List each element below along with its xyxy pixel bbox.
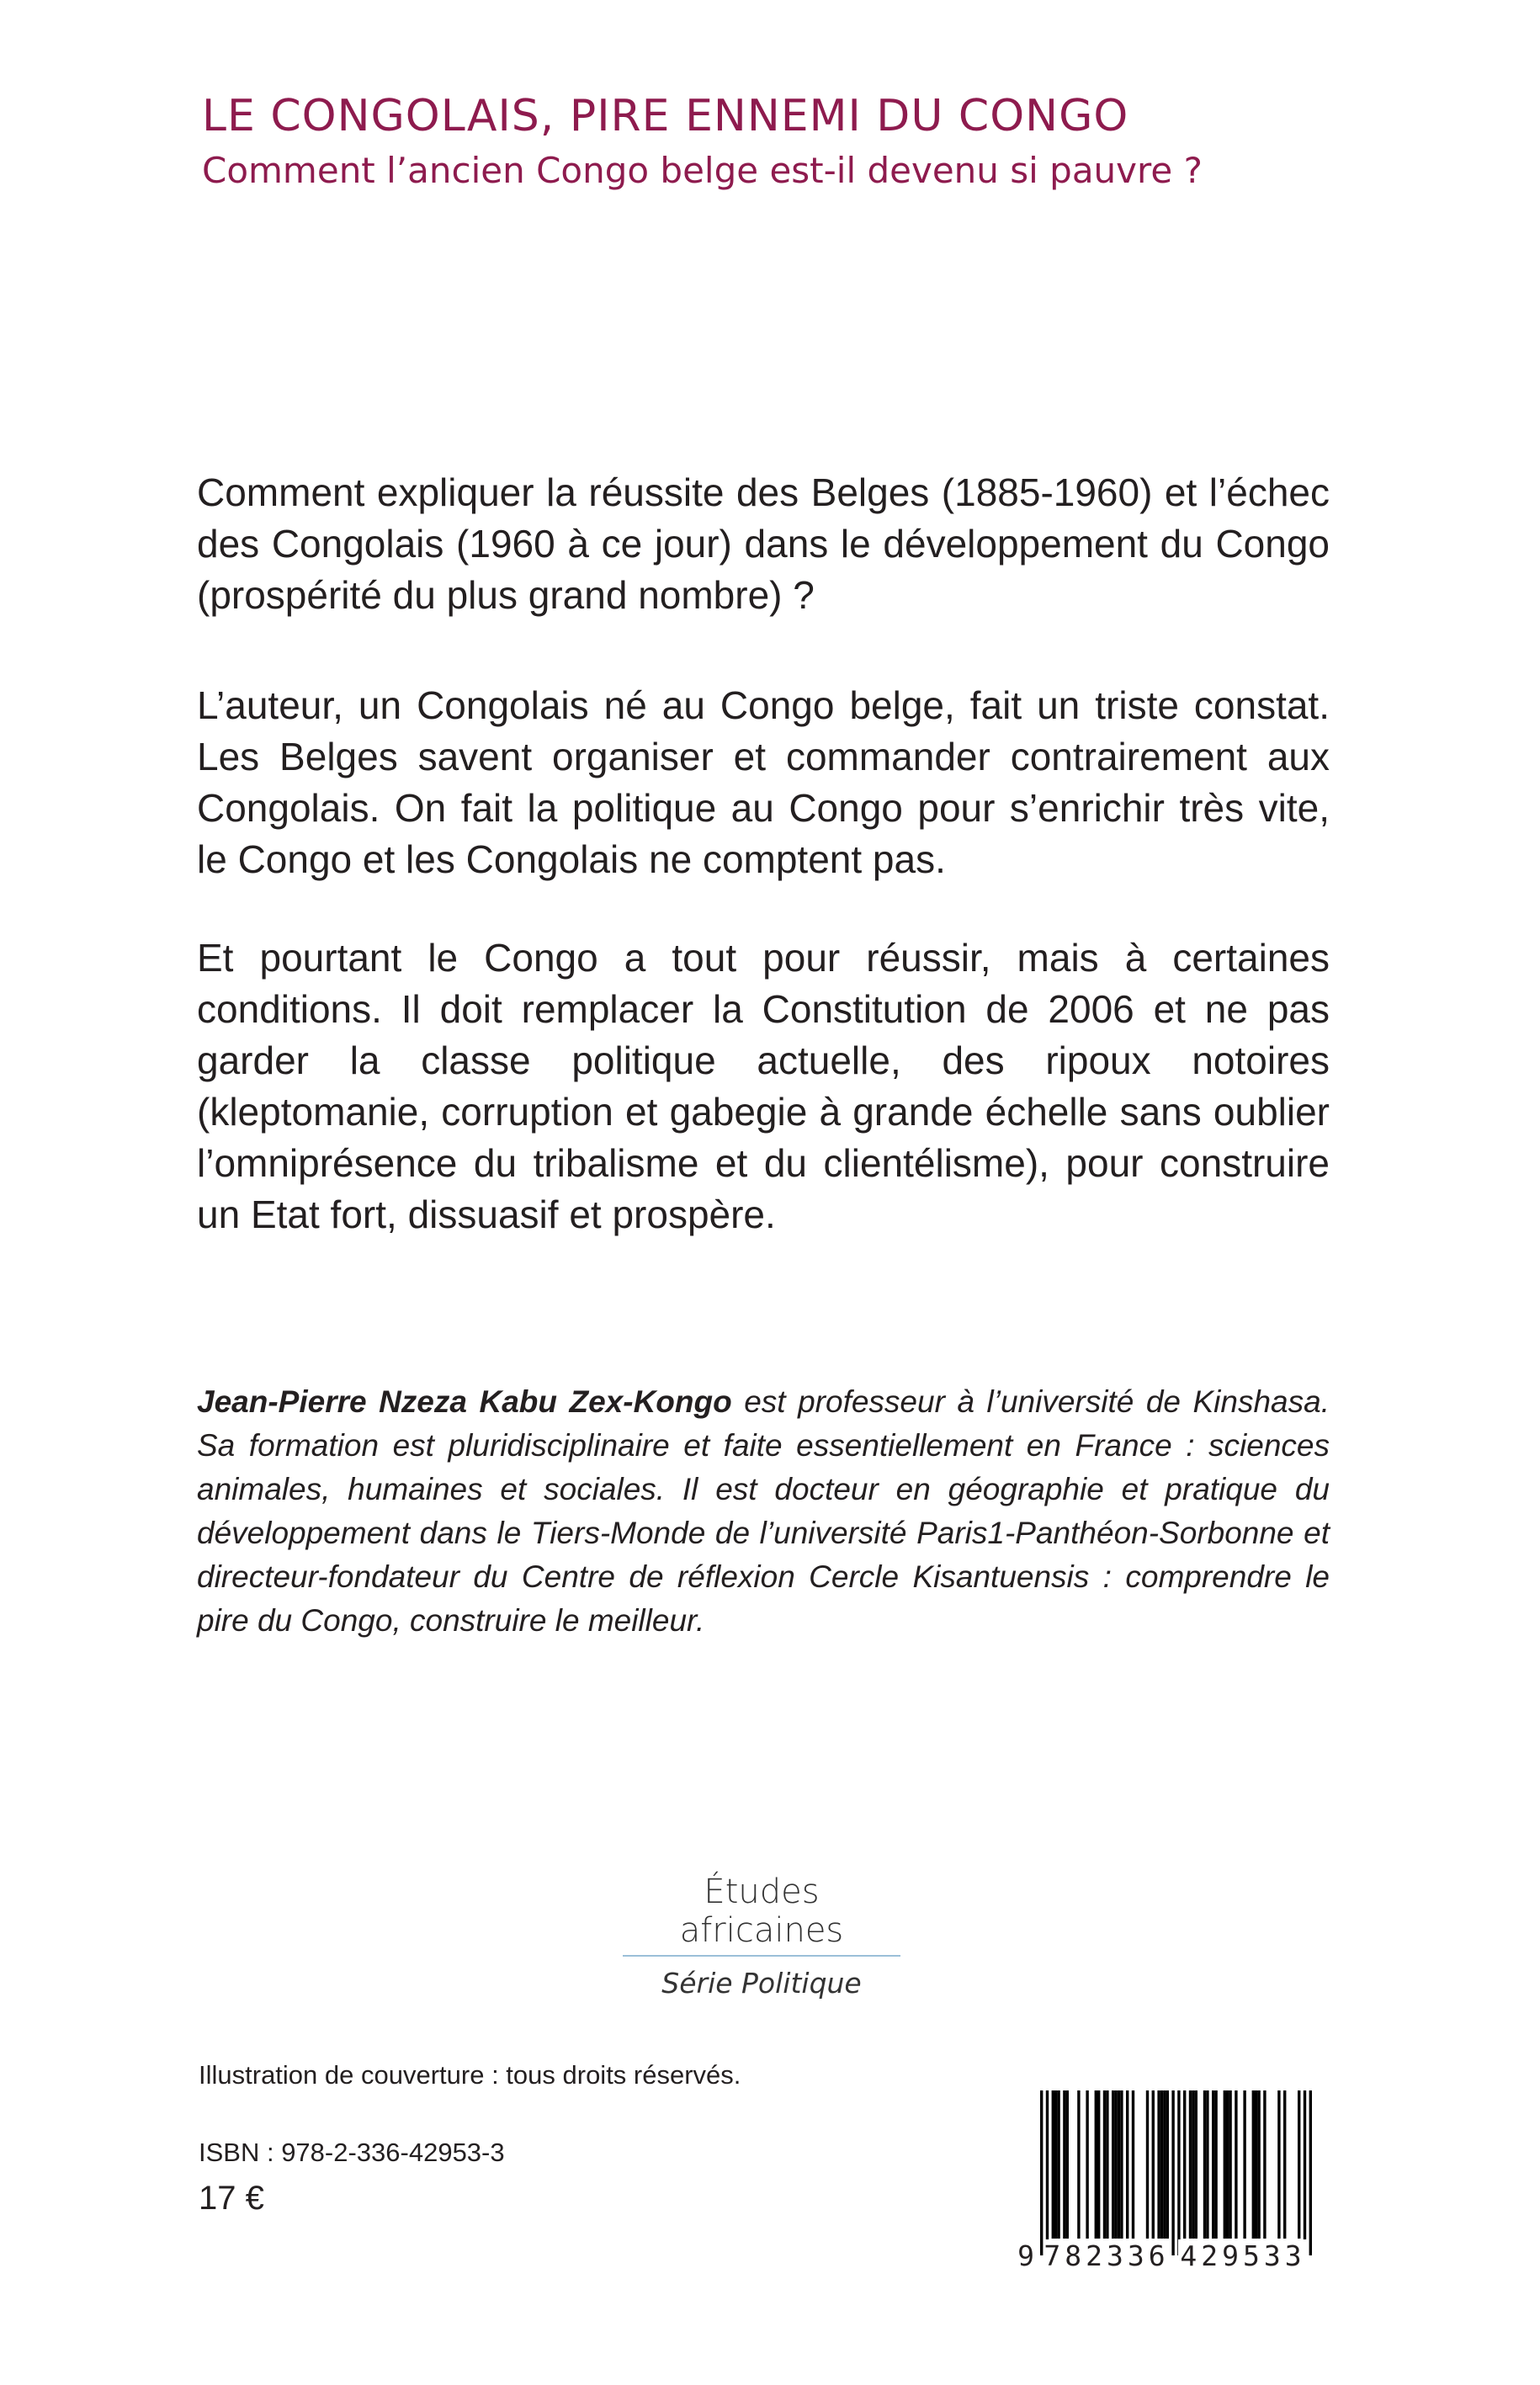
barcode-bar bbox=[1243, 2090, 1245, 2239]
barcode-bar bbox=[1160, 2090, 1163, 2239]
barcode-bar bbox=[1212, 2090, 1214, 2239]
barcode-bar bbox=[1257, 2090, 1260, 2239]
barcode-bar bbox=[1103, 2090, 1106, 2239]
barcode-bar bbox=[1146, 2090, 1149, 2239]
barcode-bar bbox=[1252, 2090, 1255, 2239]
barcode-bar bbox=[1126, 2090, 1128, 2239]
blurb-paragraph-1: Comment expliquer la réussite des Belges (1885-1960) et l’échec des Congolais (1960 à ce jour) dans le développement du Congo (prospérité du plus grand nombre) ? bbox=[197, 470, 1330, 617]
barcode-bar bbox=[1118, 2090, 1120, 2239]
barcode-bar bbox=[1063, 2090, 1065, 2239]
barcode-bar bbox=[1189, 2090, 1192, 2239]
barcode-group-2: 429533 bbox=[1178, 2239, 1308, 2272]
barcode-bar bbox=[1106, 2090, 1108, 2239]
barcode-digits bbox=[1013, 2239, 1318, 2272]
barcode-bar bbox=[1224, 2090, 1226, 2239]
isbn: ISBN : 978-2-336-42953-3 bbox=[199, 2138, 505, 2167]
barcode-bars bbox=[1013, 2087, 1318, 2255]
book-title: LE CONGOLAIS, PIRE ENNEMI DU CONGO bbox=[202, 91, 1129, 141]
barcode-bar bbox=[1255, 2090, 1257, 2239]
barcode-guard-bar bbox=[1046, 2090, 1049, 2255]
barcode-bar bbox=[1195, 2090, 1197, 2239]
barcode-bar bbox=[1114, 2090, 1117, 2239]
barcode-bar bbox=[1206, 2090, 1208, 2239]
barcode-guard-bar bbox=[1171, 2090, 1174, 2255]
barcode-bar bbox=[1214, 2090, 1217, 2239]
author-name: Jean-Pierre Nzeza Kabu Zex-Kongo bbox=[197, 1384, 732, 1419]
barcode-guard-bar bbox=[1304, 2090, 1306, 2255]
barcode-bar bbox=[1120, 2090, 1123, 2239]
barcode-bar bbox=[1152, 2090, 1155, 2239]
barcode-bar bbox=[1057, 2090, 1059, 2239]
author-bio bbox=[197, 1380, 1330, 1643]
barcode-bar bbox=[1086, 2090, 1088, 2239]
barcode-bar bbox=[1298, 2090, 1300, 2239]
price: 17 € bbox=[199, 2180, 264, 2217]
barcode-bar bbox=[1229, 2090, 1231, 2239]
barcode-bar bbox=[1166, 2090, 1169, 2239]
author-bio-text: est professeur à l’université de Kinshasa. Sa formation est pluridisciplinaire et faite essentiellement en France : sciences animales, humaines et sociales. Il est docteur en géographie et pratique du développement dans le Tiers-Monde de l’université Paris1-Panthéon-Sorbonne et directeur-fondateur du Centre de réflexion Cercle Kisantuensis : comprendre le pire du Congo, construire le meilleur. bbox=[197, 1384, 1330, 1638]
series-name: Études africaines bbox=[623, 1872, 900, 1957]
barcode-bar bbox=[1192, 2090, 1194, 2239]
cover-credit: Illustration de couverture : tous droits réservés. bbox=[199, 2060, 741, 2090]
barcode-guard-bar bbox=[1040, 2090, 1043, 2255]
barcode-group-1: 782336 bbox=[1043, 2239, 1170, 2272]
barcode-bar bbox=[1066, 2090, 1069, 2239]
barcode-bar bbox=[1052, 2090, 1054, 2239]
barcode-bar bbox=[1112, 2090, 1114, 2239]
barcode-guard-bar bbox=[1309, 2090, 1312, 2255]
barcode-bar bbox=[1163, 2090, 1166, 2239]
blurb-paragraph-3: Et pourtant le Congo a tout pour réussir, mais à certaines conditions. Il doit remplacer la Constitution de 2006 et ne pas garder la classe politique actuelle, des ripoux notoires (kleptomanie, corruption et gabegie à grande échelle sans oublier l’omniprésence du tribalisme et du clientélisme), pour construire un Etat fort, dissuasif et prospère. bbox=[197, 936, 1330, 1236]
barcode-bar bbox=[1277, 2090, 1280, 2239]
barcode bbox=[1013, 2087, 1318, 2274]
book-subtitle: Comment l’ancien Congo belge est-il devenu si pauvre ? bbox=[202, 150, 1203, 191]
series-logo bbox=[623, 1872, 900, 2000]
barcode-bar bbox=[1077, 2090, 1080, 2239]
barcode-bar bbox=[1283, 2090, 1286, 2239]
barcode-bar bbox=[1235, 2090, 1237, 2239]
barcode-bar bbox=[1226, 2090, 1229, 2239]
barcode-bar bbox=[1157, 2090, 1160, 2239]
barcode-bar bbox=[1183, 2090, 1186, 2239]
barcode-first-digit: 9 bbox=[1017, 2239, 1034, 2272]
barcode-bar bbox=[1263, 2090, 1266, 2239]
blurb-paragraph-2: L’auteur, un Congolais né au Congo belge, fait un triste constat. Les Belges savent organiser et commander contrairement aux Congolais. On fait la politique au Congo pour s’enrichir très vite, le Congo et les Congolais ne comptent pas. bbox=[197, 683, 1330, 881]
barcode-bar bbox=[1132, 2090, 1134, 2239]
barcode-bar bbox=[1095, 2090, 1097, 2239]
barcode-bar bbox=[1203, 2090, 1206, 2239]
series-subseries: Série Politique bbox=[661, 1967, 862, 2000]
barcode-bar bbox=[1054, 2090, 1057, 2239]
barcode-guard-bar bbox=[1177, 2090, 1180, 2255]
barcode-bar bbox=[1097, 2090, 1100, 2239]
